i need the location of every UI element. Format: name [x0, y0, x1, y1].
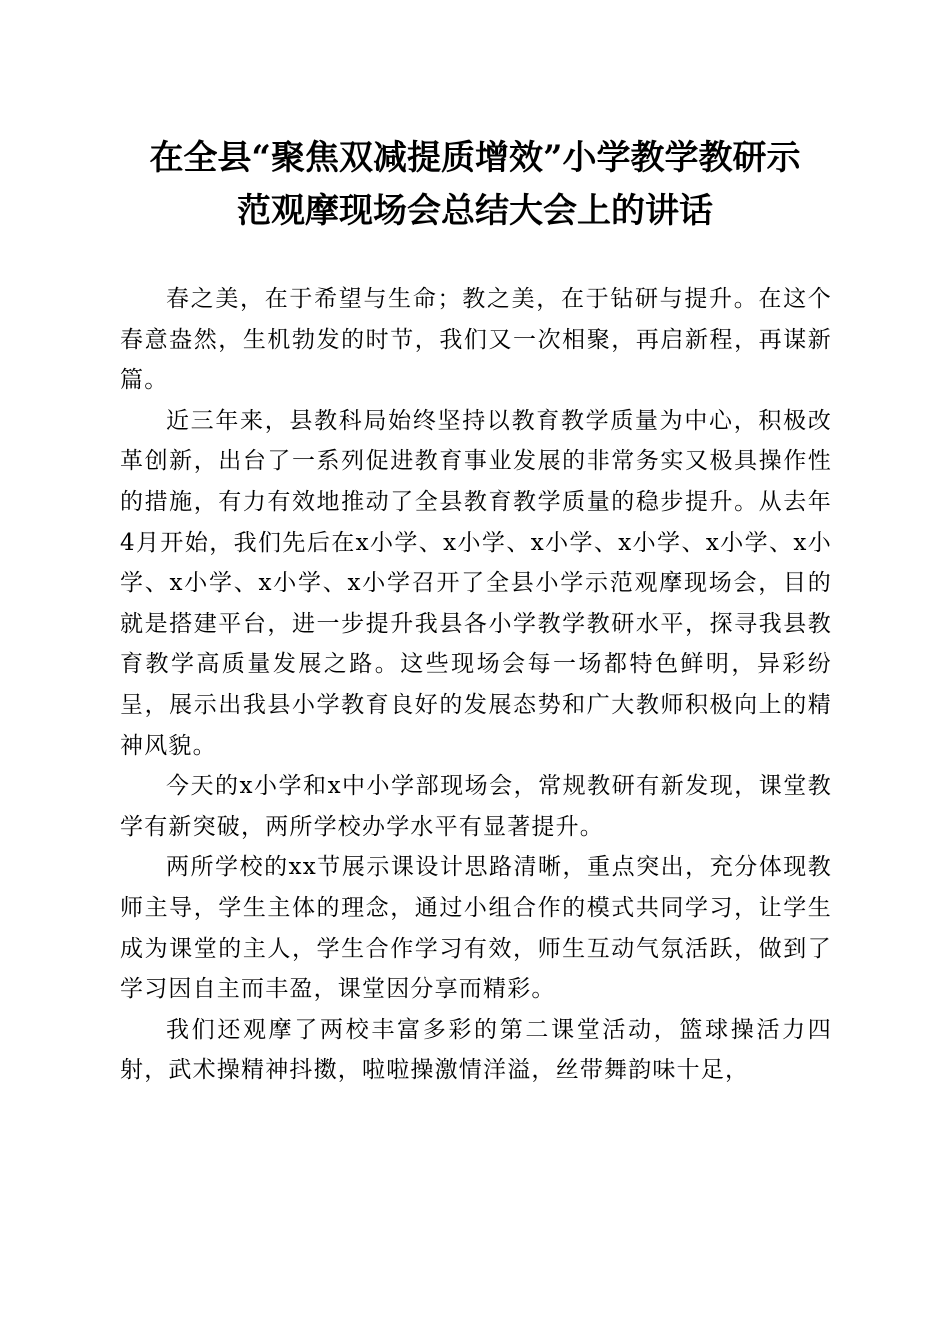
paragraph-5: 我们还观摩了两校丰富多彩的第二课堂活动，篮球操活力四射，武术操精神抖擞，啦啦操激情洋溢，丝带舞韵味十足，: [120, 1016, 832, 1084]
title-line-1: 在全县“聚焦双减提质增效”小学教学教研示: [149, 138, 801, 178]
title-line-2: 范观摩现场会总结大会上的讲话: [237, 191, 713, 231]
paragraph-2: 近三年来，县教科局始终坚持以教育教学质量为中心，积极改革创新，出台了一系列促进教育事业发展的非常务实又极具操作性的措施，有力有效地推动了全县教育教学质量的稳步提升。从去年4月开始，我们先后在x小学、x小学、x小学、x小学、x小学、x小学、x小学、x小学、x小学召开了全县小学示范观摩现场会，目的就是搭建平台，进一步提升我县各小学教学教研水平，探寻我县教育教学高质量发展之路。这些现场会每一场都特色鲜明，异彩纷呈，展示出我县小学教育良好的发展态势和广大教师积极向上的精神风貌。: [120, 407, 832, 759]
paragraph-1: 春之美，在于希望与生命；教之美，在于钻研与提升。在这个春意盎然，生机勃发的时节，我们又一次相聚，再启新程，再谋新篇。: [120, 286, 832, 394]
document-body: [120, 279, 832, 1091]
paragraph-3: 今天的x小学和x中小学部现场会，常规教研有新发现，课堂教学有新突破，两所学校办学水平有显著提升。: [120, 773, 832, 840]
document-title: [80, 132, 870, 238]
paragraph-4: 两所学校的xx节展示课设计思路清晰，重点突出，充分体现教师主导，学生主体的理念，通过小组合作的模式共同学习，让学生成为课堂的主人，学生合作学习有效，师生互动气氛活跃，做到了学习因自主而丰盈，课堂因分享而精彩。: [120, 854, 832, 1003]
